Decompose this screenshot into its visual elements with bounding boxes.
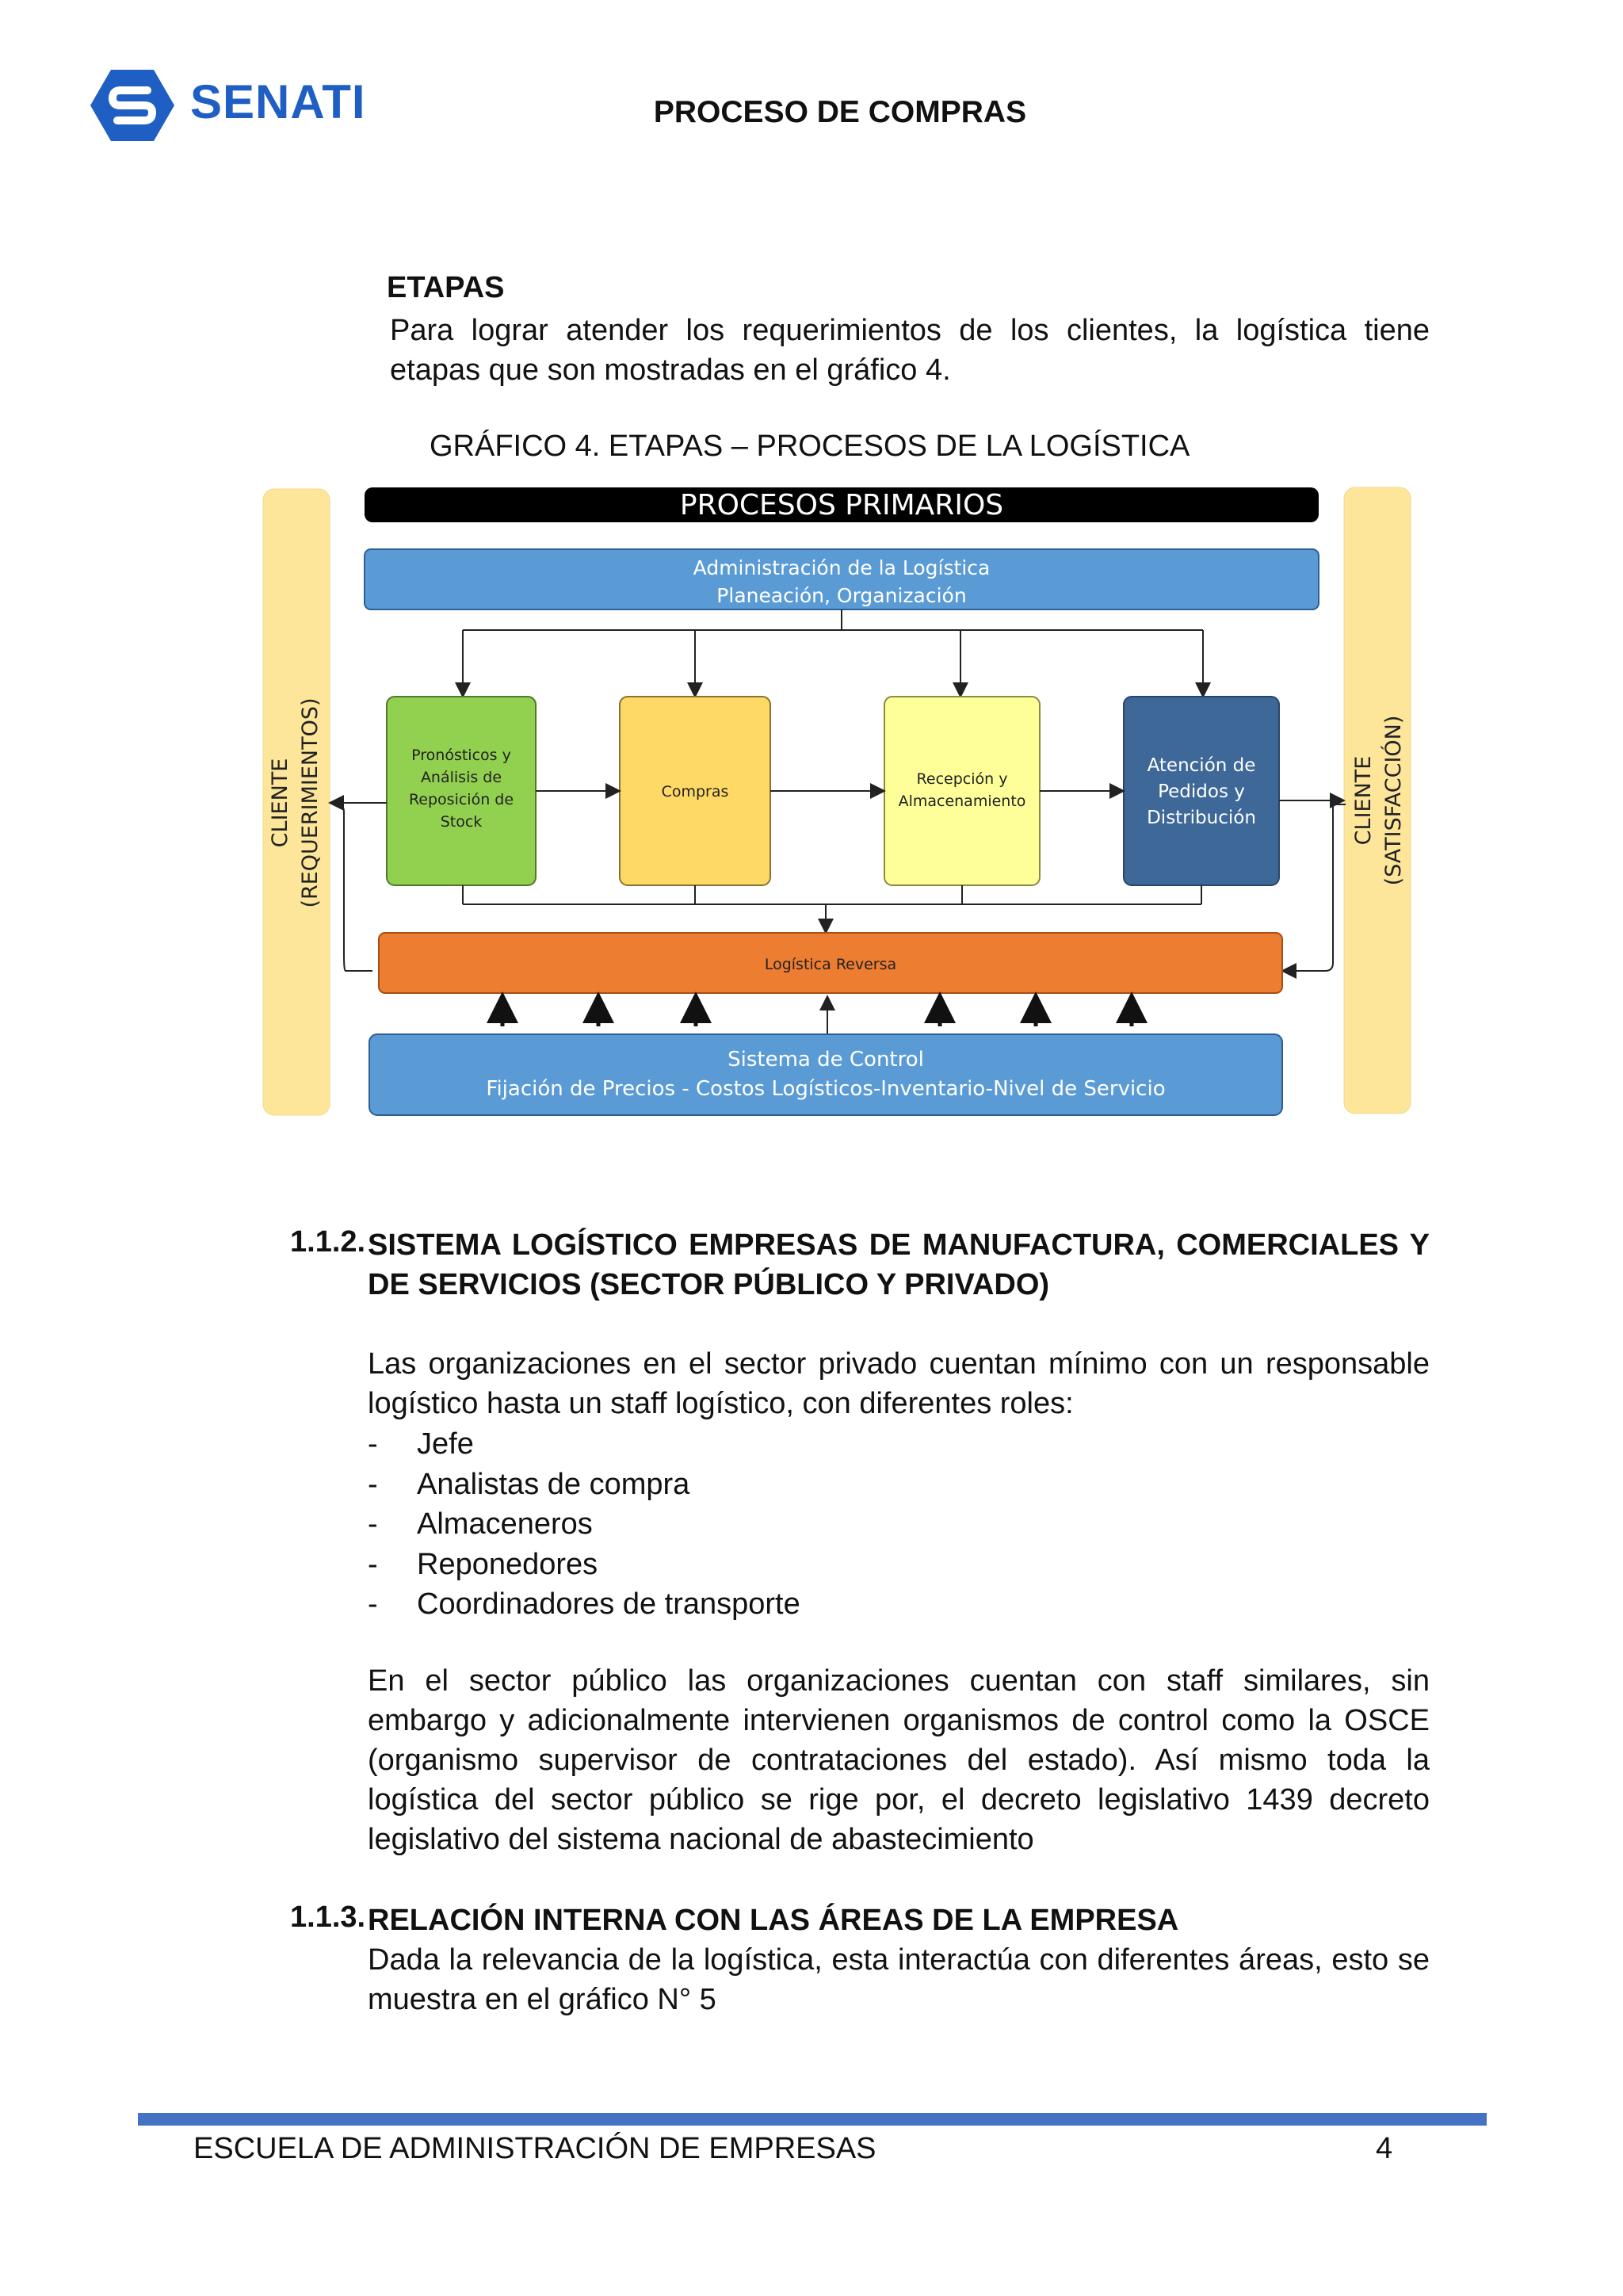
control-up-arrows xyxy=(502,1007,1132,1026)
section-112-number: 1.1.2. xyxy=(290,1225,366,1259)
logo-wordmark: SENATI xyxy=(190,75,366,128)
admin-label-1: Administración de la Logística xyxy=(693,556,991,579)
box1-line-2: Análisis de xyxy=(420,769,502,786)
logistics-process-diagram xyxy=(255,479,1420,1129)
section-113-title: RELACIÓN INTERNA CON LAS ÁREAS DE LA EMPRESA xyxy=(368,1904,1179,1937)
banner-label: PROCESOS PRIMARIOS xyxy=(679,489,1004,521)
footer-school: ESCUELA DE ADMINISTRACIÓN DE EMPRESAS xyxy=(193,2132,876,2165)
list-item: - Analistas de compra xyxy=(368,1467,690,1501)
list-item: - Coordinadores de transporte xyxy=(368,1587,800,1621)
admin-connectors xyxy=(463,609,1203,695)
box4-line-3: Distribución xyxy=(1147,808,1256,828)
box4-line-2: Pedidos y xyxy=(1158,781,1245,802)
admin-label-2: Planeación, Organización xyxy=(716,584,967,607)
section-112-title: SISTEMA LOGÍSTICO EMPRESAS DE MANUFACTURA, COMERCIALES Y DE SERVICIOS (SECTOR PÚBLICO Y PRIVADO) xyxy=(368,1228,1430,1301)
senati-logo xyxy=(89,67,374,144)
footer-rule xyxy=(138,2113,1487,2126)
box3-line-1: Recepción y xyxy=(916,770,1008,788)
process-box-receiving xyxy=(884,697,1040,885)
box3-line-2: Almacenamiento xyxy=(898,793,1026,810)
box1-line-3: Reposición de xyxy=(408,791,514,808)
left-client-label: CLIENTE xyxy=(268,758,292,848)
box4-line-1: Atención de xyxy=(1147,755,1256,776)
control-label-2: Fijación de Precios - Costos Logísticos-Inventario-Nivel de Servicio xyxy=(486,1077,1166,1101)
list-item: - Almaceneros xyxy=(368,1507,593,1541)
reversa-label: Logística Reversa xyxy=(764,956,897,973)
control-label-1: Sistema de Control xyxy=(727,1048,924,1072)
control-system-box xyxy=(369,1034,1282,1115)
list-item: - Reponedores xyxy=(368,1547,598,1581)
etapas-paragraph: Para lograr atender los requerimientos de los clientes, la logística tiene etapas que son mostradas en el gráfico 4. xyxy=(390,314,1430,387)
etapas-heading: ETAPAS xyxy=(387,271,505,304)
right-client-sublabel: (SATISFACCIÓN) xyxy=(1381,715,1406,886)
section-113-paragraph: Dada la relevancia de la logística, esta interactúa con diferentes áreas, esto se muestra en el gráfico N° 5 xyxy=(368,1943,1430,2016)
figure-caption: GRÁFICO 4. ETAPAS – PROCESOS DE LA LOGÍSTICA xyxy=(430,430,1190,463)
page-title: PROCESO DE COMPRAS xyxy=(653,95,1027,129)
senati-emblem-icon xyxy=(89,67,176,144)
page-number: 4 xyxy=(1376,2132,1393,2165)
list-item: - Jefe xyxy=(368,1427,474,1461)
section-112-paragraph-2: En el sector público las organizaciones cuentan con staff similares, sin embargo y adicionalmente intervienen organismos de control como la OSCE (organismo supervisor de contrataciones del estado). Así mismo toda la logística del sector público se rige por, el decreto legislativo 1439 decreto legislativo del sistema nacional de abastecimiento xyxy=(368,1664,1430,1856)
section-112-paragraph-1: Las organizaciones en el sector privado cuentan mínimo con un responsable logístico hasta un staff logístico, con diferentes roles: xyxy=(368,1347,1430,1420)
box1-line-4: Stock xyxy=(440,813,483,831)
right-client-label: CLIENTE xyxy=(1351,755,1376,846)
diagram-canvas xyxy=(255,479,1420,1129)
box1-line-1: Pronósticos y xyxy=(411,747,511,764)
box2-line-1: Compras xyxy=(661,783,729,800)
section-113-number: 1.1.3. xyxy=(290,1901,366,1934)
roles-list xyxy=(368,1424,1430,1625)
left-client-sublabel: (REQUERIMIENTOS) xyxy=(298,697,323,908)
